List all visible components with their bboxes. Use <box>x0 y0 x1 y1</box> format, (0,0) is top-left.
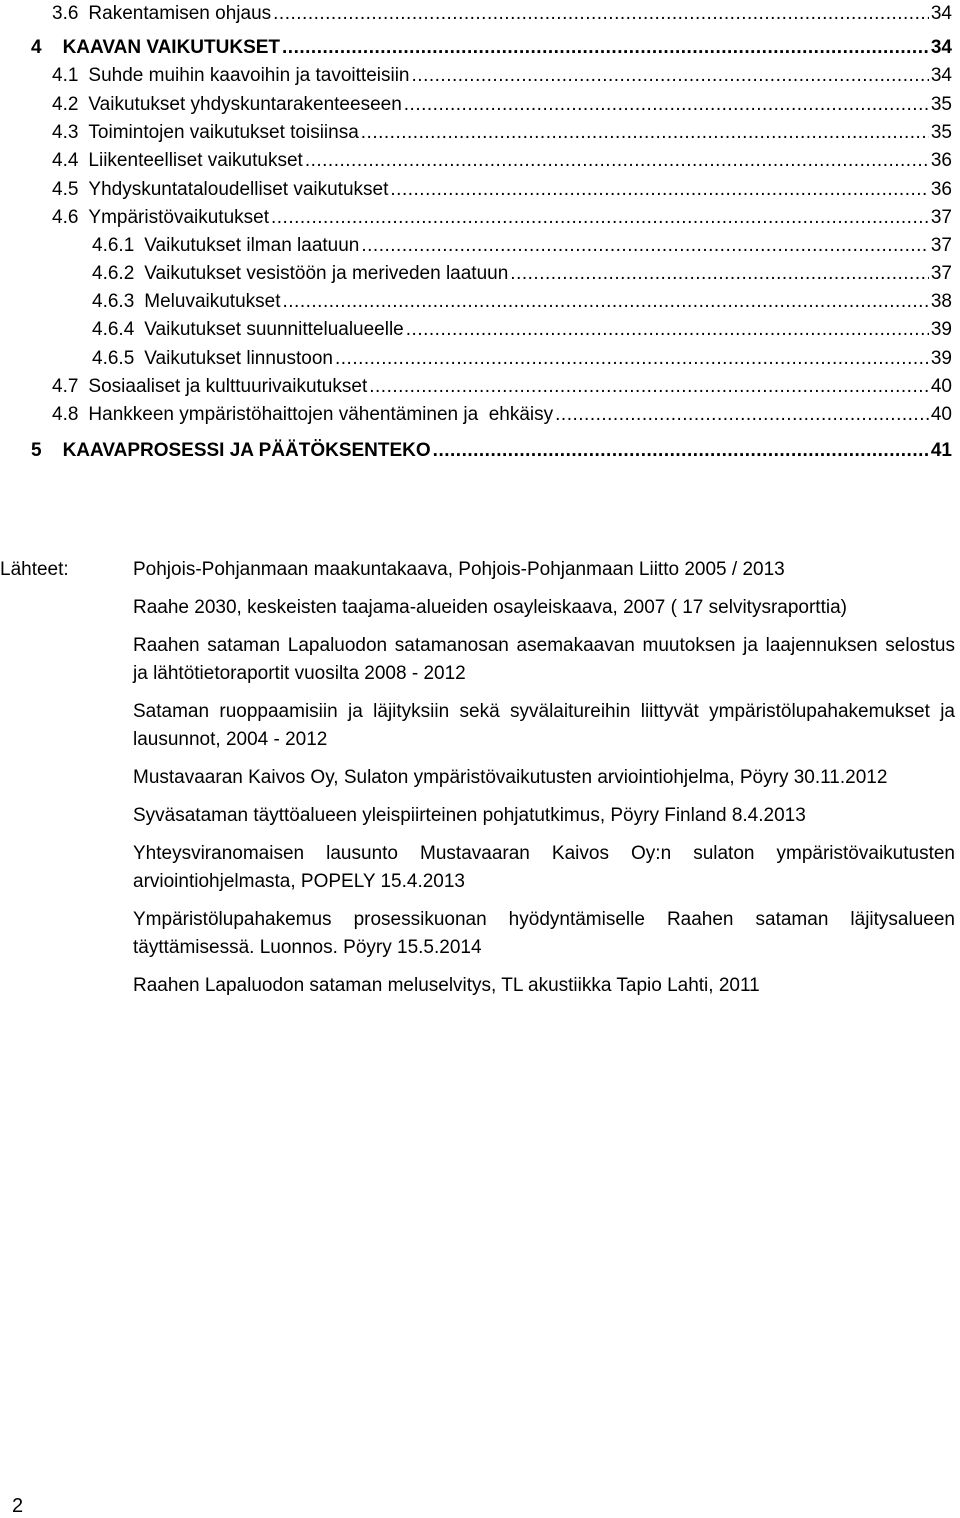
toc-entry-number: 4.7 <box>52 376 79 397</box>
toc-entry-page: 39 <box>930 319 952 340</box>
toc-entry-page: 40 <box>930 376 952 397</box>
toc-entry[interactable] <box>92 345 952 373</box>
toc-entry-number: 4.4 <box>52 150 79 171</box>
toc-leader-dots <box>273 0 929 28</box>
source-item: Yhteysviranomaisen lausunto Mustavaaran Kaivos Oy:n sulaton ympäristövaikutusten arviointiohjelmasta, POPELY 15.4.2013 <box>133 843 955 892</box>
toc-entry-page: 34 <box>930 3 952 24</box>
toc-leader-dots <box>555 401 929 429</box>
toc-entry-number: 4.6.5 <box>92 348 135 369</box>
toc-entry-page: 36 <box>930 179 952 200</box>
source-item: Mustavaaran Kaivos Oy, Sulaton ympäristövaikutusten arviointiohjelma, Pöyry 30.11.2012 <box>133 767 888 788</box>
toc-entry-page: 34 <box>930 65 952 86</box>
sources-label: Lähteet: <box>0 559 69 580</box>
toc-entry-number: 5 <box>31 440 42 461</box>
toc-entry-page: 35 <box>930 94 952 115</box>
toc-entry-page: 37 <box>930 263 952 284</box>
toc-entry[interactable] <box>52 401 952 429</box>
toc-leader-dots <box>404 91 929 119</box>
toc-entry-number: 4.2 <box>52 94 79 115</box>
source-item: Raahen sataman Lapaluodon satamanosan asemakaavan muutoksen ja laajennuksen selostus ja lähtötietoraportit vuosilta 2008 - 2012 <box>133 635 955 684</box>
toc-entry[interactable] <box>52 62 952 90</box>
toc-entry-title: Meluvaikutukset <box>144 291 281 312</box>
toc-entry[interactable] <box>52 204 952 232</box>
toc-entry-title: Vaikutukset linnustoon <box>144 348 333 369</box>
toc-entry-title: Vaikutukset yhdyskuntarakenteeseen <box>88 94 402 115</box>
toc-entry-number: 3.6 <box>52 3 79 24</box>
toc-leader-dots <box>433 437 929 465</box>
toc-entry-page: 37 <box>930 207 952 228</box>
toc-entry-title: Liikenteelliset vaikutukset <box>88 150 303 171</box>
source-item: Raahe 2030, keskeisten taajama-alueiden osayleiskaava, 2007 ( 17 selvitysraporttia) <box>133 597 847 618</box>
toc-leader-dots <box>510 260 929 288</box>
toc-leader-dots <box>335 345 929 373</box>
toc-entry-title: Suhde muihin kaavoihin ja tavoitteisiin <box>88 65 410 86</box>
toc-entry-number: 4.6 <box>52 207 79 228</box>
toc-entry-page: 40 <box>930 404 952 425</box>
toc-entry-page: 39 <box>930 348 952 369</box>
toc-entry[interactable] <box>52 119 952 147</box>
toc-leader-dots <box>361 119 929 147</box>
toc-entry-title: Vaikutukset suunnittelualueelle <box>144 319 404 340</box>
toc-entry-number: 4.1 <box>52 65 79 86</box>
toc-entry-page: 37 <box>930 235 952 256</box>
toc-leader-dots <box>283 288 929 316</box>
toc-leader-dots <box>390 176 928 204</box>
toc-entry-number: 4.3 <box>52 122 79 143</box>
source-item: Raahen Lapaluodon sataman meluselvitys, TL akustiikka Tapio Lahti, 2011 <box>133 975 760 996</box>
toc-leader-dots <box>369 373 929 401</box>
toc-entry-title: Ympäristövaikutukset <box>88 207 269 228</box>
toc-entry-number: 4.5 <box>52 179 79 200</box>
toc-leader-dots <box>412 62 929 90</box>
toc-entry[interactable] <box>92 232 952 260</box>
toc-entry-title: KAAVAN VAIKUTUKSET <box>62 37 281 58</box>
toc-entry-page: 35 <box>930 122 952 143</box>
toc-entry-title: Toimintojen vaikutukset toisiinsa <box>88 122 359 143</box>
toc-entry-title: Yhdyskuntataloudelliset vaikutukset <box>88 179 389 200</box>
source-item: Pohjois-Pohjanmaan maakuntakaava, Pohjois-Pohjanmaan Liitto 2005 / 2013 <box>133 559 785 580</box>
toc-entry-number: 4.6.3 <box>92 291 135 312</box>
toc-entry-number: 4.8 <box>52 404 79 425</box>
toc-entry-title: Rakentamisen ohjaus <box>88 3 272 24</box>
toc-entry[interactable] <box>31 34 952 62</box>
toc-entry[interactable] <box>92 316 952 344</box>
toc-entry[interactable] <box>52 0 952 28</box>
toc-leader-dots <box>282 34 929 62</box>
toc-entry-page: 36 <box>930 150 952 171</box>
toc-entry-page: 41 <box>930 440 952 461</box>
toc-entry[interactable] <box>31 437 952 465</box>
toc-entry[interactable] <box>52 91 952 119</box>
source-item: Syväsataman täyttöalueen yleispiirteinen pohjatutkimus, Pöyry Finland 8.4.2013 <box>133 805 806 826</box>
toc-entry[interactable] <box>52 373 952 401</box>
toc-leader-dots <box>406 316 929 344</box>
toc-entry-title: Vaikutukset ilman laatuun <box>144 235 360 256</box>
toc-entry[interactable] <box>52 147 952 175</box>
source-item: Ympäristölupahakemus prosessikuonan hyödyntämiselle Raahen sataman läjitysalueen täyttämisessä. Luonnos. Pöyry 15.5.2014 <box>133 909 955 958</box>
toc-entry-page: 38 <box>930 291 952 312</box>
toc-entry-title: KAAVAPROSESSI JA PÄÄTÖKSENTEKO <box>62 440 431 461</box>
toc-entry-number: 4.6.2 <box>92 263 135 284</box>
toc-leader-dots <box>271 204 929 232</box>
toc-entry-title: Hankkeen ympäristöhaittojen vähentäminen ja ehkäisy <box>88 404 554 425</box>
toc-leader-dots <box>305 147 929 175</box>
page-number: 2 <box>12 1495 24 1517</box>
toc-entry-title: Vaikutukset vesistöön ja meriveden laatuun <box>144 263 509 284</box>
toc-entry[interactable] <box>92 288 952 316</box>
toc-entry-number: 4 <box>31 37 42 58</box>
toc-entry-title: Sosiaaliset ja kulttuurivaikutukset <box>88 376 368 397</box>
sources-list <box>133 556 955 1010</box>
toc-entry-number: 4.6.4 <box>92 319 135 340</box>
toc-entry-page: 34 <box>930 37 952 58</box>
toc-leader-dots <box>361 232 928 260</box>
source-item: Sataman ruoppaamisiin ja läjityksiin sekä syvälaitureihin liittyvät ympäristölupahakemukset ja lausunnot, 2004 - 2012 <box>133 701 955 750</box>
toc-entry[interactable] <box>92 260 952 288</box>
toc-entry-number: 4.6.1 <box>92 235 135 256</box>
toc-entry[interactable] <box>52 176 952 204</box>
